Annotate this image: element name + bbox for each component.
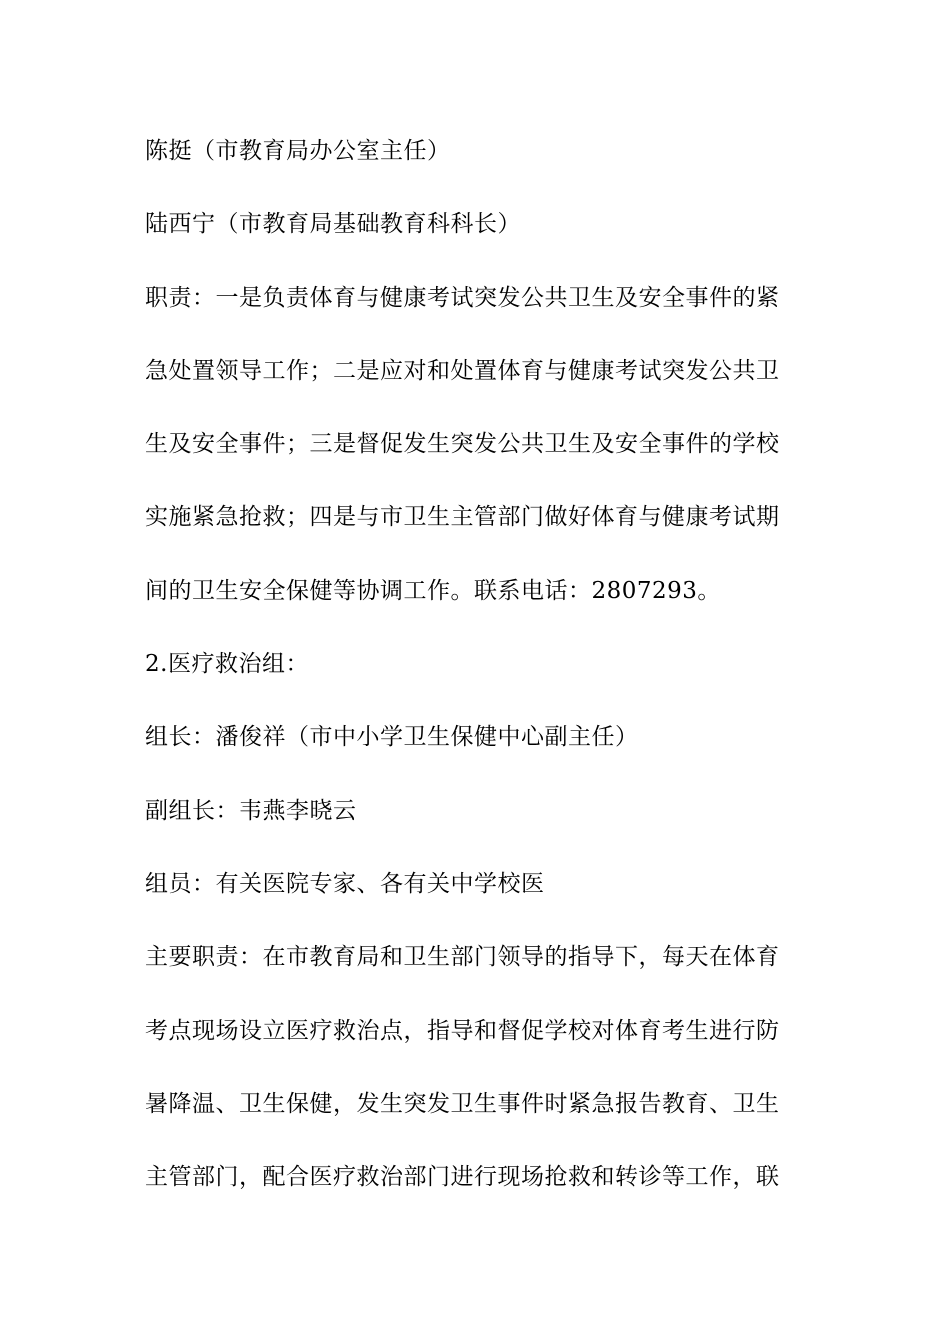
text-line-member-chen-ting: 陈挺（市教育局办公室主任） <box>145 138 451 164</box>
text-line-deputy-leader: 副组长：韦燕李晓云 <box>145 797 357 824</box>
text-line-member-lu-xining: 陆西宁（市教育局基础教育科科长） <box>145 211 521 238</box>
text-line-duties-1: 职责：一是负责体育与健康考试突发公共卫生及安全事件的紧 <box>145 284 780 311</box>
text-line-group-leader: 组长：潘俊祥（市中小学卫生保健中心副主任） <box>145 724 639 751</box>
section-heading-medical-group: 2.医疗救治组： <box>145 651 309 678</box>
text-line-duties-5-phone: 间的卫生安全保健等协调工作。联系电话：2807293。 <box>145 577 721 604</box>
document-body <box>145 126 805 1225</box>
text-line-group-members: 组员：有关医院专家、各有关中学校医 <box>145 870 545 897</box>
text-line-duties-2: 急处置领导工作；二是应对和处置体育与健康考试突发公共卫 <box>145 357 780 384</box>
text-line-main-duties-1: 主要职责：在市教育局和卫生部门领导的指导下，每天在体育 <box>145 944 780 971</box>
text-line-main-duties-2: 考点现场设立医疗救治点，指导和督促学校对体育考生进行防 <box>145 1017 780 1044</box>
text-line-main-duties-3: 暑降温、卫生保健，发生突发卫生事件时紧急报告教育、卫生 <box>145 1090 780 1117</box>
text-line-duties-3: 生及安全事件；三是督促发生突发公共卫生及安全事件的学校 <box>145 431 780 458</box>
text-line-main-duties-4: 主管部门，配合医疗救治部门进行现场抢救和转诊等工作，联 <box>145 1164 780 1191</box>
text-line-duties-4: 实施紧急抢救；四是与市卫生主管部门做好体育与健康考试期 <box>145 504 780 531</box>
